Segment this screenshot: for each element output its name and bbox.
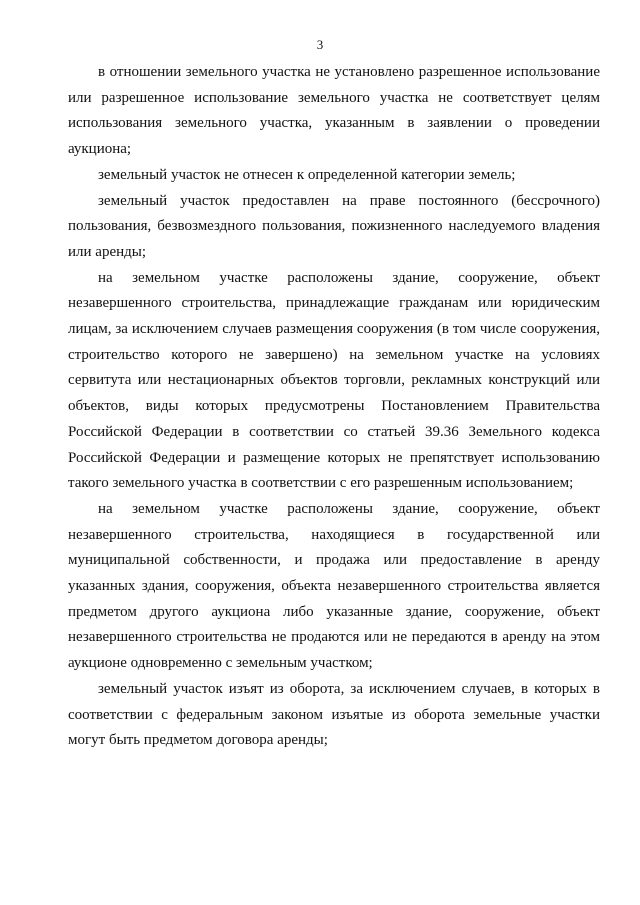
paragraph-withdrawn-from-circulation: земельный участок изъят из оборота, за исключением случаев, в которых в соответствии с федеральным законом изъятые из оборота земельные участки могут быть предметом договора аренды; [68, 680, 600, 749]
page-number: 3 [316, 37, 324, 52]
paragraph-land-rights: земельный участок предоставлен на праве постоянного (бессрочного) пользования, безвозмездного пользования, пожизненного наследуемого владения или аренды; [68, 192, 600, 260]
paragraph-private-buildings: на земельном участке расположены здание, сооружение, объект незавершенного строительства, принадлежащие гражданам или юридическим лицам, за исключением случаев размещения сооружения (в том числе сооружения, строительство которого не завершено) на земельном участке на условиях сервитута или нестационарных объектов торговли, рекламных конструкций или объектов, виды которых предусмотрены Постановлением Правительства Российской Федерации в соответствии со статьей 39.36 Земельного кодекса Российской Федерации и размещение которых не препятствует использованию такого земельного участка в соответствии с его разрешенным использованием; [68, 269, 600, 492]
document-body [68, 60, 600, 754]
paragraph-state-buildings: на земельном участке расположены здание, сооружение, объект незавершенного строительства, находящиеся в государственной или муниципальной собственности, и продажа или предоставление в аренду указанных здания, сооружения, объекта незавершенного строительства является предметом другого аукциона либо указанные здание, сооружение, объект незавершенного строительства не продаются или не передаются в аренду на этом аукционе одновременно с земельным участком; [68, 500, 600, 672]
paragraph-land-category: земельный участок не отнесен к определенной категории земель; [98, 166, 516, 183]
paragraph-permitted-use: в отношении земельного участка не установлено разрешенное использование или разрешенное использование земельного участка не соответствует целям использования земельного участка, указанным в заявлении о проведении аукциона; [68, 64, 600, 158]
